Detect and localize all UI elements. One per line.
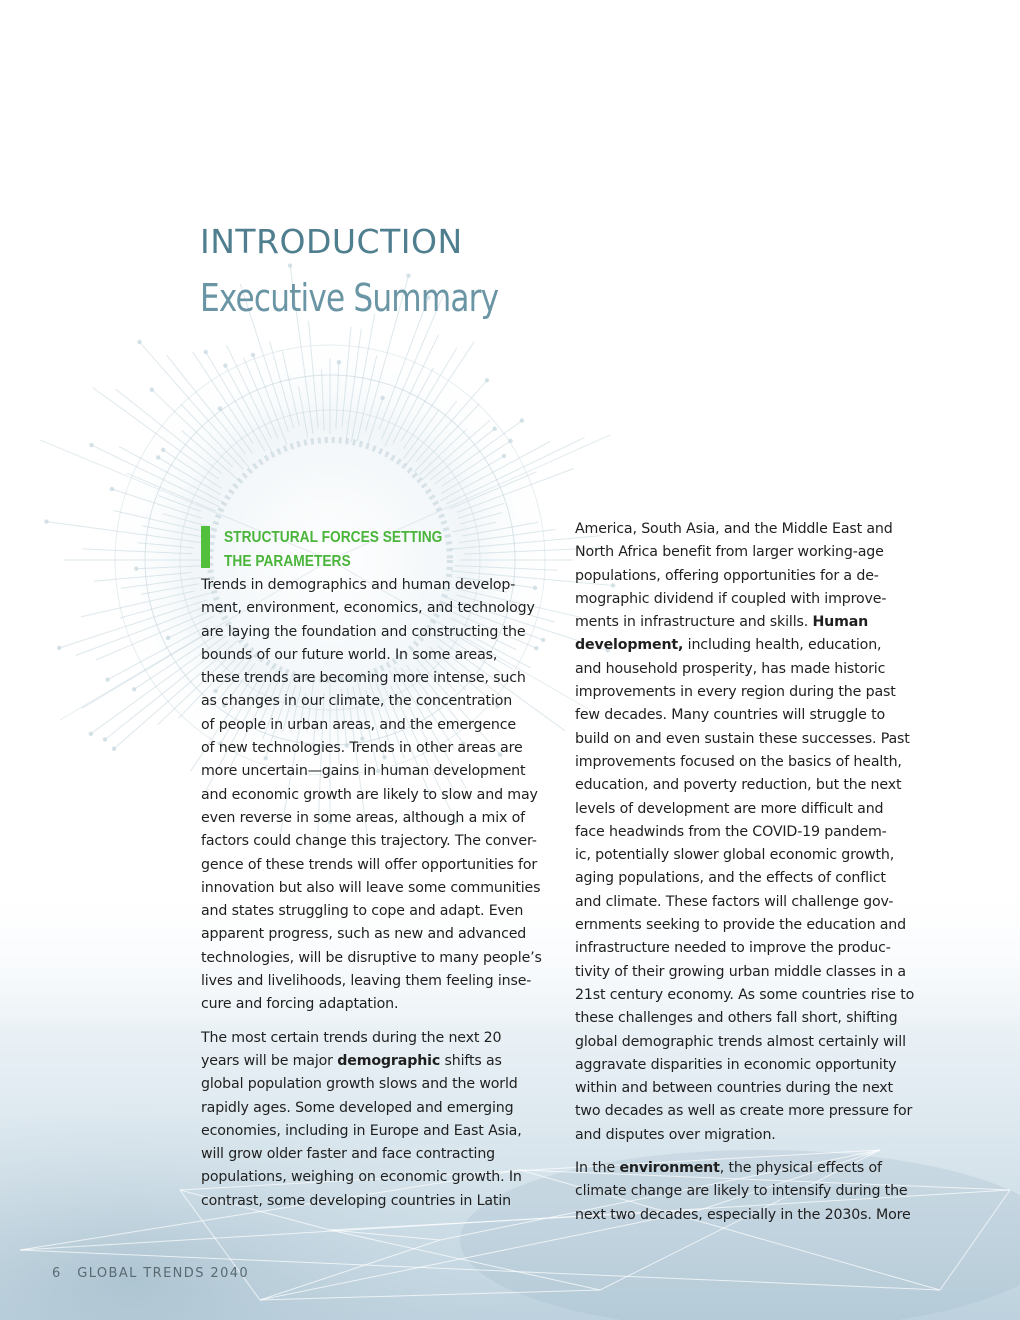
text-line <box>201 1143 553 1166</box>
text-line <box>575 1157 935 1180</box>
page-title: Executive Summary <box>200 276 499 320</box>
text-run: are laying the foundation and constructing the <box>201 623 526 640</box>
text-line <box>575 565 935 588</box>
text-run: within and between countries during the next <box>575 1080 893 1097</box>
text-line <box>201 923 553 946</box>
text-run: even reverse in some areas, although a mix of <box>201 809 525 826</box>
text-line <box>575 891 935 914</box>
text-run: two decades as well as create more pressure for <box>575 1103 913 1120</box>
text-line <box>201 807 553 830</box>
text-run: gence of these trends will offer opportunities for <box>201 856 538 873</box>
text-line <box>201 1190 553 1213</box>
text-run: these challenges and others fall short, shifting <box>575 1010 898 1027</box>
text-line <box>575 611 935 634</box>
text-run: years will be major <box>201 1052 338 1069</box>
text-line <box>575 588 935 611</box>
text-run: will grow older faster and face contracting <box>201 1146 496 1163</box>
text-run: populations, weighing on economic growth. In <box>201 1169 522 1186</box>
text-line <box>575 751 935 774</box>
text-run: rapidly ages. Some developed and emerging <box>201 1099 514 1116</box>
text-run: factors could change this trajectory. The conver- <box>201 833 537 850</box>
section-accent-bar <box>201 526 210 568</box>
section-heading-line: THE PARAMETERS <box>224 553 351 570</box>
text-line <box>201 644 553 667</box>
text-line <box>201 900 553 923</box>
text-run: 21st century economy. As some countries rise to <box>575 986 915 1003</box>
text-run: levels of development are more difficult and <box>575 800 884 817</box>
text-line <box>575 1204 935 1227</box>
text-line <box>201 1120 553 1143</box>
text-run: contrast, some developing countries in Latin <box>201 1192 511 1209</box>
text-line <box>575 1031 935 1054</box>
body-paragraph <box>201 574 553 1017</box>
text-run: infrastructure needed to improve the produc- <box>575 940 891 957</box>
text-line <box>575 1054 935 1077</box>
text-run: and disputes over migration. <box>575 1126 776 1143</box>
body-column-left <box>201 574 553 1223</box>
text-run: and household prosperity, has made historic <box>575 660 886 677</box>
text-run: apparent progress, such as new and advanced <box>201 926 527 943</box>
text-run: education, and poverty reduction, but the next <box>575 777 902 794</box>
text-line <box>575 1124 935 1147</box>
text-run: next two decades, especially in the 2030s. More <box>575 1206 911 1223</box>
text-line <box>575 961 935 984</box>
text-run: tivity of their growing urban middle classes in a <box>575 963 906 980</box>
text-run: as changes in our climate, the concentration <box>201 693 513 710</box>
text-line <box>575 728 935 751</box>
text-run: bounds of our future world. In some areas, <box>201 646 498 663</box>
text-run: face headwinds from the COVID-19 pandem- <box>575 823 887 840</box>
text-run: technologies, will be disruptive to many people’s <box>201 949 542 966</box>
text-run: ment, environment, economics, and technology <box>201 600 535 617</box>
bold-term: demographic <box>337 1052 441 1069</box>
text-run: more uncertain—gains in human development <box>201 763 526 780</box>
bold-term: Human <box>812 614 869 631</box>
text-line <box>201 947 553 970</box>
section-heading-line: STRUCTURAL FORCES SETTING <box>224 529 443 546</box>
text-line <box>575 774 935 797</box>
text-run: , the physical effects of <box>719 1160 882 1177</box>
text-line <box>201 854 553 877</box>
text-line <box>575 867 935 890</box>
section-heading <box>224 526 442 574</box>
text-run: North Africa benefit from larger working-age <box>575 544 884 561</box>
text-run: build on and even sustain these successes. Past <box>575 730 910 747</box>
text-run: America, South Asia, and the Middle East and <box>575 521 893 537</box>
text-run: aging populations, and the effects of conflict <box>575 870 886 887</box>
text-line <box>575 518 935 541</box>
text-line <box>575 541 935 564</box>
text-line <box>201 1166 553 1189</box>
text-line <box>201 690 553 713</box>
text-run: innovation but also will leave some communities <box>201 879 541 896</box>
bold-term: development, <box>575 637 684 654</box>
text-run: global population growth slows and the world <box>201 1076 518 1093</box>
text-run: these trends are becoming more intense, such <box>201 670 526 687</box>
text-run: and states struggling to cope and adapt. Even <box>201 903 524 920</box>
text-line <box>575 798 935 821</box>
text-run: and economic growth are likely to slow and may <box>201 786 538 803</box>
text-run: of new technologies. Trends in other areas are <box>201 740 523 757</box>
text-line <box>575 821 935 844</box>
text-line <box>575 1100 935 1123</box>
text-run: lives and livelihoods, leaving them feeling inse- <box>201 973 532 990</box>
text-line <box>201 970 553 993</box>
text-line <box>201 1073 553 1096</box>
page-footer <box>52 1266 249 1281</box>
text-line <box>575 658 935 681</box>
text-run: shifts as <box>440 1052 502 1069</box>
text-line <box>575 1180 935 1203</box>
text-run: few decades. Many countries will struggle to <box>575 707 886 724</box>
text-run: In the <box>575 1160 620 1177</box>
text-line <box>201 1097 553 1120</box>
text-line <box>575 914 935 937</box>
text-line <box>201 784 553 807</box>
text-line <box>201 714 553 737</box>
text-run: global demographic trends almost certainly will <box>575 1033 906 1050</box>
text-run: ments in infrastructure and skills. <box>575 614 813 631</box>
text-run: Trends in demographics and human develop- <box>201 577 516 593</box>
text-line <box>201 993 553 1016</box>
text-line <box>201 877 553 900</box>
bold-term: environment <box>619 1160 720 1177</box>
text-run: populations, offering opportunities for a de- <box>575 567 879 584</box>
text-line <box>201 574 553 597</box>
text-run: The most certain trends during the next 20 <box>201 1029 502 1046</box>
body-paragraph <box>575 518 935 1147</box>
text-line <box>201 621 553 644</box>
body-column-right <box>575 518 935 1237</box>
text-line <box>201 830 553 853</box>
text-run: including health, education, <box>683 637 882 654</box>
text-line <box>575 937 935 960</box>
text-line <box>201 1050 553 1073</box>
text-line <box>201 760 553 783</box>
text-line <box>575 704 935 727</box>
text-line <box>575 634 935 657</box>
text-line <box>575 844 935 867</box>
text-run: economies, including in Europe and East Asia, <box>201 1122 522 1139</box>
text-run: cure and forcing adaptation. <box>201 996 399 1013</box>
text-line <box>201 597 553 620</box>
text-run: climate change are likely to intensify during the <box>575 1183 908 1200</box>
text-run: mographic dividend if coupled with improve- <box>575 590 887 607</box>
text-run: of people in urban areas, and the emergence <box>201 716 516 733</box>
body-paragraph <box>575 1157 935 1227</box>
text-line <box>575 1077 935 1100</box>
text-run: ernments seeking to provide the education and <box>575 917 907 934</box>
text-line <box>575 1007 935 1030</box>
page-number: 6 <box>52 1266 62 1281</box>
section-kicker: INTRODUCTION <box>200 222 463 261</box>
text-run: and climate. These factors will challenge gov- <box>575 893 894 910</box>
text-line <box>201 667 553 690</box>
text-line <box>575 681 935 704</box>
text-run: ic, potentially slower global economic growth, <box>575 847 895 864</box>
text-line <box>575 984 935 1007</box>
text-run: aggravate disparities in economic opportunity <box>575 1056 897 1073</box>
text-run: improvements focused on the basics of health, <box>575 753 902 770</box>
text-run: improvements in every region during the past <box>575 684 896 701</box>
text-line <box>201 1027 553 1050</box>
publication-name: GLOBAL TRENDS 2040 <box>77 1266 250 1281</box>
body-paragraph <box>201 1027 553 1213</box>
text-line <box>201 737 553 760</box>
